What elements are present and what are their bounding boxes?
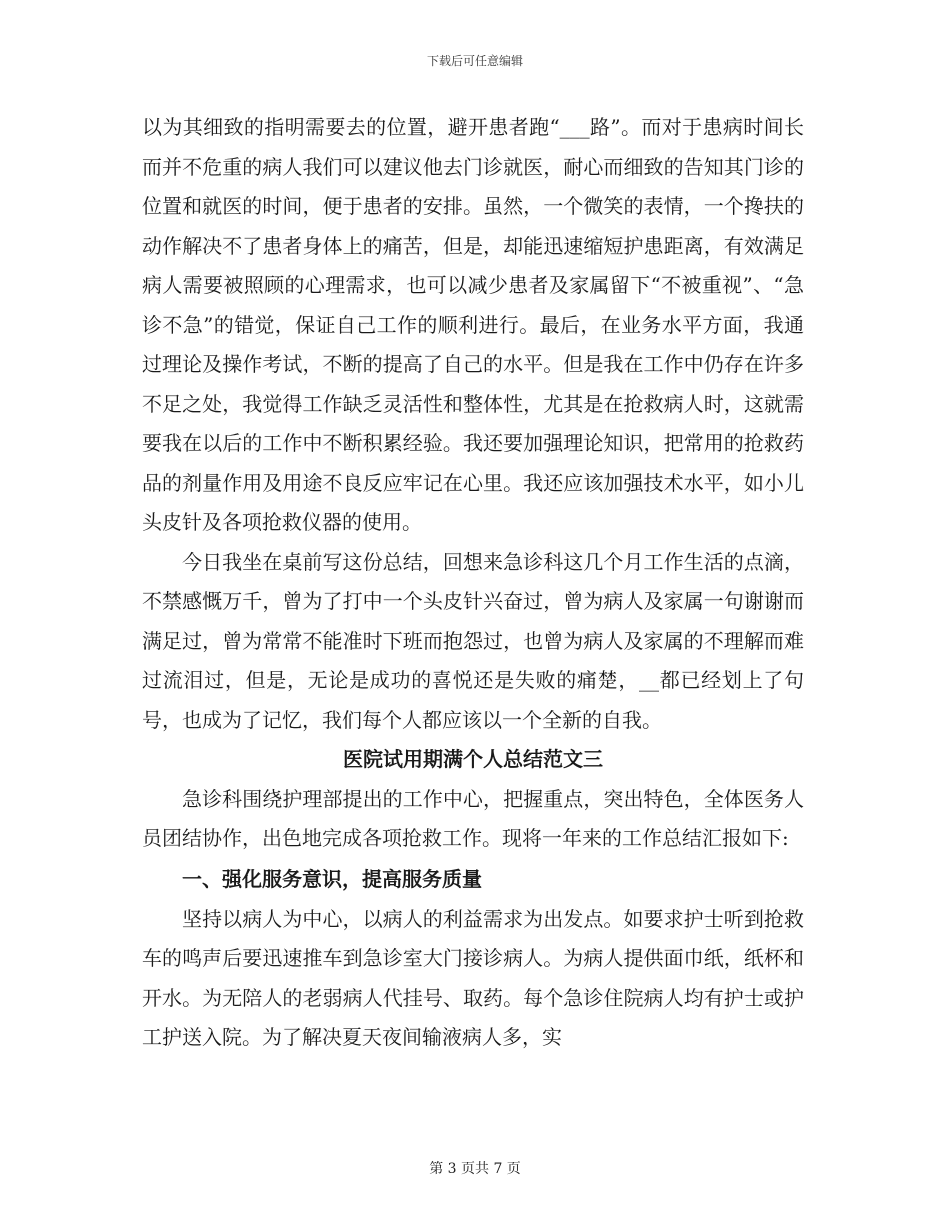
section-title: 医院试用期满个人总结范文三 <box>343 747 603 771</box>
page-footer: 第 3 页共 7 页 <box>429 1161 521 1177</box>
paragraph-patient-centered: 坚持以病人为中心，以病人的利益需求为出发点。如要求护士听到抢救车的鸣声后要迅速推车到急诊室大门接诊病人。为病人提供面巾纸，纸杯和开水。为无陪人的老弱病人代挂号、取药。每个急诊住院病人均有护士或护工护送入院。为了解决夏天夜间输液病人多，实 <box>142 906 804 1049</box>
paragraph-continuation: 以为其细致的指明需要去的位置，避开患者跑“___路”。而对于患病时间长而并不危重的病人我们可以建议他去门诊就医，耐心而细致的告知其门诊的位置和就医的时间，便于患者的安排。虽然，一个微笑的表情，一个搀扶的动作解决不了患者身体上的痛苦，但是，却能迅速缩短护患距离，有效满足病人需要被照顾的心理需求，也可以减少患者及家属留下“不被重视”、“急诊不急”的错觉，保证自己工作的顺利进行。最后，在业务水平方面，我通过理论及操作考试，不断的提高了自己的水平。但是我在工作中仍存在许多不足之处，我觉得工作缺乏灵活性和整体性，尤其是在抢救病人时，这就需要我在以后的工作中不断积累经验。我还要加强理论知识，把常用的抢救药品的剂量作用及用途不良反应牢记在心里。我还应该加强技术水平，如小儿头皮针及各项抢救仪器的使用。 <box>142 115 804 534</box>
paragraph-intro: 急诊科围绕护理部提出的工作中心，把握重点，突出特色，全体医务人员团结协作，出色地完成各项抢救工作。现将一年来的工作总结汇报如下: <box>142 786 804 850</box>
subheading-service-quality: 一、强化服务意识，提高服务质量 <box>182 866 482 891</box>
page-header: 下载后可任意编辑 <box>426 54 523 68</box>
paragraph-reflection: 今日我坐在桌前写这份总结，回想来急诊科这几个月工作生活的点滴，不禁感慨万千，曾为了打中一个头皮针兴奋过，曾为病人及家属一句谢谢而满足过，曾为常常不能准时下班而抱怨过，也曾为病人及家属的不理解而难过流泪过，但是，无论是成功的喜悦还是失败的痛楚，__都已经划上了句号，也成为了记忆，我们每个人都应该以一个全新的自我。 <box>142 549 804 732</box>
document-body <box>142 108 804 1058</box>
